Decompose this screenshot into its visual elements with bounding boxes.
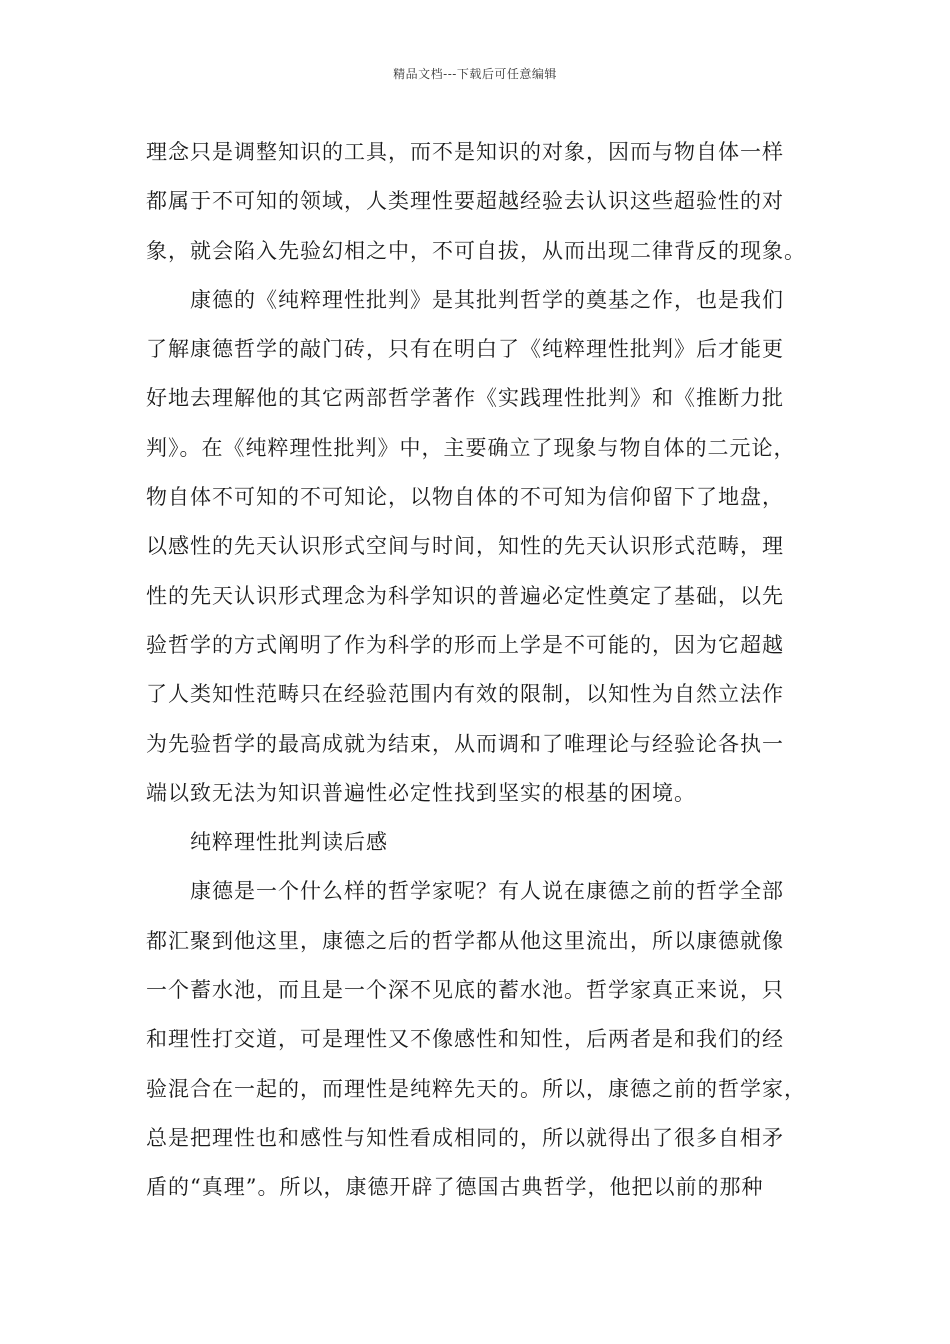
text-line: 验哲学的方式阐明了作为科学的形而上学是不可能的，因为它超越 — [146, 632, 784, 657]
text-line: 好地去理解他的其它两部哲学著作《实践理性批判》和《推断力批 — [146, 386, 784, 411]
document-body — [146, 128, 812, 1213]
text-line: 理念只是调整知识的工具，而不是知识的对象，因而与物自体一样 — [146, 140, 784, 164]
text-line: 验混合在一起的，而理性是纯粹先天的。所以，康德之前的哲学家， — [146, 1076, 806, 1101]
text-line: 端以致无法为知识普遍性必定性找到坚实的根基的困境。 — [146, 780, 696, 805]
text-line: 了解康德哲学的敲门砖，只有在明白了《纯粹理性批判》后才能更 — [146, 337, 784, 362]
text-line: 盾的“真理”。所以，康德开辟了德国古典哲学，他把以前的那种 — [146, 1175, 764, 1200]
text-line: 以感性的先天认识形式空间与时间，知性的先天认识形式范畴，理 — [146, 534, 784, 559]
text-line: 总是把理性也和感性与知性看成相同的，所以就得出了很多自相矛 — [146, 1125, 784, 1150]
text-line: 判》。在《纯粹理性批判》中，主要确立了现象与物自体的二元论， — [146, 435, 796, 460]
text-line: 象，就会陷入先验幻相之中，不可自拔，从而出现二律背反的现象。 — [146, 238, 806, 263]
text-line: 了人类知性范畴只在经验范围内有效的限制，以知性为自然立法作 — [146, 682, 784, 707]
page-header: 精品文档---下载后可任意编辑 — [393, 67, 557, 81]
text-line: 都属于不可知的领域，人类理性要超越经验去认识这些超验性的对 — [146, 189, 784, 214]
text-line: 一个蓄水池，而且是一个深不见底的蓄水池。哲学家真正来说，只 — [146, 978, 784, 1003]
paragraph-first-line: 康德的《纯粹理性批判》是其批判哲学的奠基之作，也是我们 — [190, 287, 784, 312]
text-line: 和理性打交道，可是理性又不像感性和知性，后两者是和我们的经 — [146, 1027, 784, 1052]
text-line: 物自体不可知的不可知论，以物自体的不可知为信仰留下了地盘， — [146, 485, 784, 510]
text-line: 为先验哲学的最高成就为结束，从而调和了唯理论与经验论各执一 — [146, 731, 784, 756]
text-line: 性的先天认识形式理念为科学知识的普遍必定性奠定了基础，以先 — [146, 583, 784, 608]
text-line: 都汇聚到他这里，康德之后的哲学都从他这里流出，所以康德就像 — [146, 928, 784, 953]
paragraph-first-line: 康德是一个什么样的哲学家呢？有人说在康德之前的哲学全部 — [190, 879, 784, 904]
paragraph-first-line: 纯粹理性批判读后感 — [190, 830, 388, 855]
